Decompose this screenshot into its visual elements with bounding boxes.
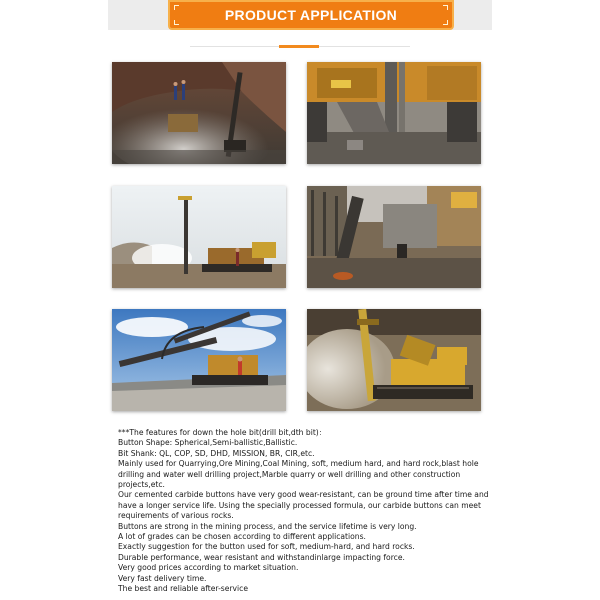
feature-line-button-shape: Button Shape: Spherical,Semi-ballistic,Ballistic. [118,438,298,448]
feature-line-bit-shank: Bit Shank: QL, COP, SD, DHD, MISSION, BR, CIR,etc. [118,448,315,458]
feature-line-delivery: Very fast delivery time. [118,573,207,583]
water-well-drilling-pipe-photo [307,186,481,288]
truck-mounted-water-well-drill-photo [307,62,481,164]
banner-corner-ornament [174,5,179,10]
yellow-crawler-drill-dust-photo [307,309,481,411]
title-divider-accent [279,45,319,48]
banner-corner-ornament [174,20,179,25]
feature-line-grades: A lot of grades can be chosen according to different applications. [118,532,366,542]
feature-line-usage: Mainly used for Quarrying,Ore Mining,Coal Mining, soft, medium hard, and hard rock,blast hole drilling and water well drilling project,Marble quarry or well drilling and other construction projects,etc. [118,459,479,490]
section-banner [168,0,454,30]
banner-corner-ornament [443,20,448,25]
banner-corner-ornament [443,5,448,10]
feature-line-durability: Durable performance, wear resistant and withstandinlarge impacting force. [118,552,405,562]
feature-line-wear-resistance: Our cemented carbide buttons have very good wear-resistant, can be ground time after time and have a longer service life. Using the specially processed formula, our carbide buttons can meet requirements of various rocks. [118,490,489,521]
hydraulic-crawler-drill-photo [112,309,286,411]
crawler-drill-rig-photo [112,186,286,288]
feature-line-prices: Very good prices according to market situation. [118,563,299,573]
features-heading: ***The features for down the hole bit(drill bit,dth bit)： [118,428,327,437]
feature-line-suggestion: Exactly suggestion for the button used for soft, medium-hard, and hard rocks. [118,542,415,552]
feature-line-strength: Buttons are strong in the mining process, and the service lifetime is very long. [118,521,417,531]
feature-line-after-service: The best and reliable after-service [118,584,249,594]
quarry-drill-rig-photo [112,62,286,164]
product-features-description [118,428,490,595]
section-title: PRODUCT APPLICATION [224,7,398,23]
